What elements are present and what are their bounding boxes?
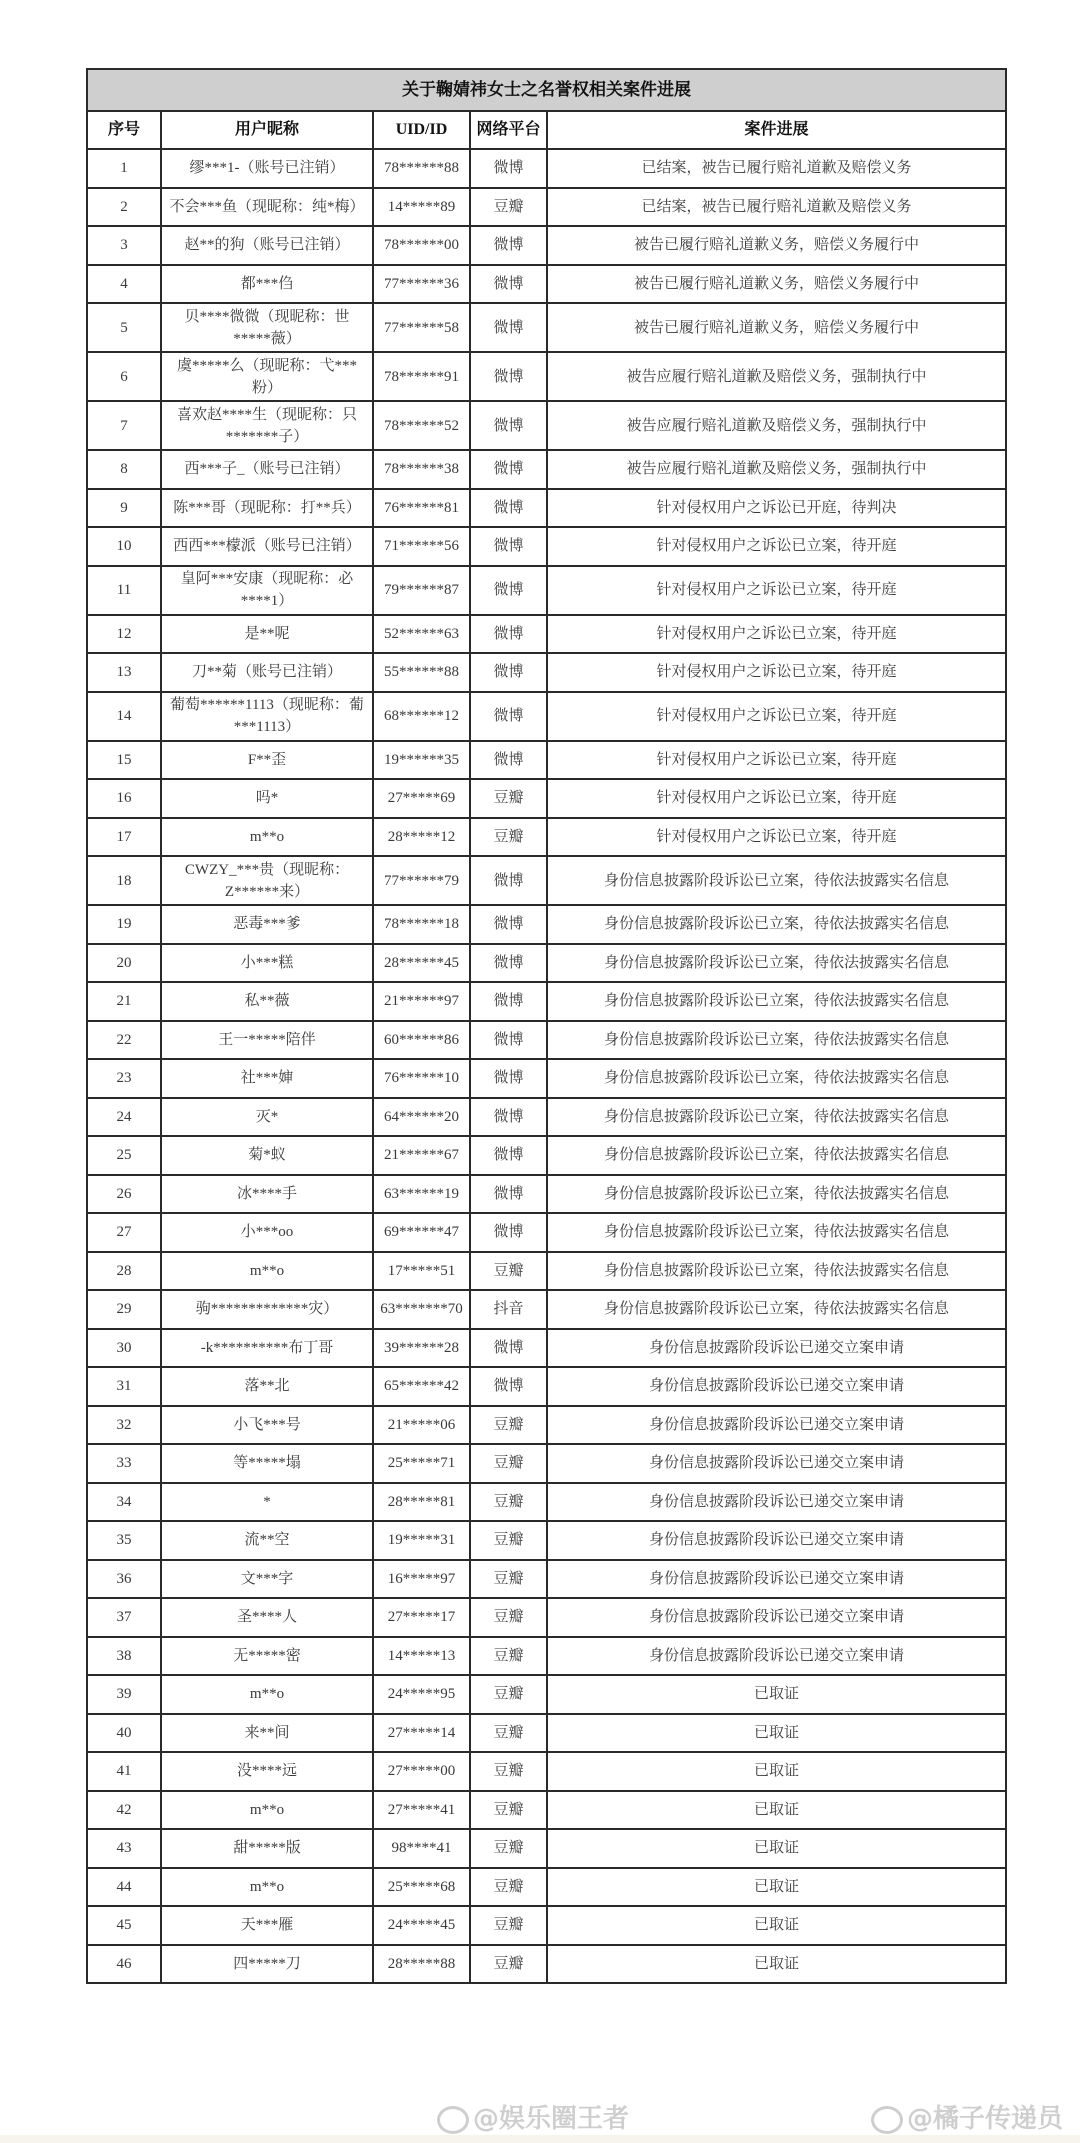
cell-platform: 微博	[470, 944, 547, 983]
cell-uid: 78******88	[373, 149, 470, 188]
cell-uid: 27*****14	[373, 1714, 470, 1753]
cell-uid: 78******00	[373, 226, 470, 265]
table-row	[87, 1329, 1006, 1368]
cell-uid: 76******81	[373, 489, 470, 528]
cell-no: 3	[87, 226, 161, 265]
header-row	[87, 111, 1006, 149]
cell-nickname: 小***糕	[161, 944, 373, 983]
cell-nickname: 圣****人	[161, 1598, 373, 1637]
cell-platform: 豆瓣	[470, 1444, 547, 1483]
cell-uid: 71******56	[373, 527, 470, 566]
cell-no: 37	[87, 1598, 161, 1637]
cell-nickname: 社***婶	[161, 1059, 373, 1098]
cell-platform: 豆瓣	[470, 188, 547, 227]
cell-status: 已取证	[547, 1791, 1006, 1830]
cell-nickname: 赵**的狗（账号已注销）	[161, 226, 373, 265]
table-row	[87, 401, 1006, 450]
cell-status: 身份信息披露阶段诉讼已递交立案申请	[547, 1406, 1006, 1445]
table-row	[87, 1444, 1006, 1483]
cell-no: 35	[87, 1521, 161, 1560]
cell-no: 24	[87, 1098, 161, 1137]
cell-no: 22	[87, 1021, 161, 1060]
cell-status: 被告应履行赔礼道歉及赔偿义务，强制执行中	[547, 450, 1006, 489]
cell-platform: 豆瓣	[470, 1406, 547, 1445]
table-title: 关于鞠婧祎女士之名誉权相关案件进展	[87, 69, 1006, 111]
cell-uid: 25*****68	[373, 1868, 470, 1907]
cell-no: 12	[87, 615, 161, 654]
cell-nickname: 来**间	[161, 1714, 373, 1753]
cell-no: 41	[87, 1752, 161, 1791]
watermark-left	[437, 2098, 629, 2135]
cell-uid: 19******35	[373, 741, 470, 780]
cell-nickname: 缪***1-（账号已注销）	[161, 149, 373, 188]
cell-status: 身份信息披露阶段诉讼已递交立案申请	[547, 1560, 1006, 1599]
cell-status: 已取证	[547, 1714, 1006, 1753]
cell-status: 身份信息披露阶段诉讼已递交立案申请	[547, 1367, 1006, 1406]
cell-no: 31	[87, 1367, 161, 1406]
cell-nickname: m**o	[161, 1675, 373, 1714]
cell-nickname: 小飞***号	[161, 1406, 373, 1445]
cell-status: 针对侵权用户之诉讼已开庭，待判决	[547, 489, 1006, 528]
cell-uid: 19*****31	[373, 1521, 470, 1560]
cell-no: 15	[87, 741, 161, 780]
cell-no: 2	[87, 188, 161, 227]
cell-no: 14	[87, 692, 161, 741]
header-no: 序号	[87, 111, 161, 149]
cell-platform: 豆瓣	[470, 779, 547, 818]
cell-status: 已结案，被告已履行赔礼道歉及赔偿义务	[547, 188, 1006, 227]
cell-no: 10	[87, 527, 161, 566]
cell-status: 已取证	[547, 1675, 1006, 1714]
cell-status: 身份信息披露阶段诉讼已递交立案申请	[547, 1483, 1006, 1522]
cell-nickname: 驹*************灾）	[161, 1290, 373, 1329]
cell-status: 身份信息披露阶段诉讼已立案，待依法披露实名信息	[547, 1098, 1006, 1137]
cell-no: 19	[87, 905, 161, 944]
cell-status: 身份信息披露阶段诉讼已立案，待依法披露实名信息	[547, 1021, 1006, 1060]
cell-nickname: 冰****手	[161, 1175, 373, 1214]
cell-uid: 14*****13	[373, 1637, 470, 1676]
cell-platform: 微博	[470, 982, 547, 1021]
cell-uid: 77******36	[373, 265, 470, 304]
cell-no: 17	[87, 818, 161, 857]
cell-nickname: m**o	[161, 1791, 373, 1830]
cell-uid: 78******18	[373, 905, 470, 944]
cell-no: 34	[87, 1483, 161, 1522]
cell-uid: 65******42	[373, 1367, 470, 1406]
table-row	[87, 982, 1006, 1021]
cell-nickname: 刀**菊（账号已注销）	[161, 653, 373, 692]
cell-nickname: 没****远	[161, 1752, 373, 1791]
cell-status: 身份信息披露阶段诉讼已立案，待依法披露实名信息	[547, 1290, 1006, 1329]
cell-status: 针对侵权用户之诉讼已立案，待开庭	[547, 692, 1006, 741]
table-row	[87, 1598, 1006, 1637]
cell-status: 针对侵权用户之诉讼已立案，待开庭	[547, 741, 1006, 780]
cell-platform: 微博	[470, 1136, 547, 1175]
table-row	[87, 692, 1006, 741]
cell-no: 23	[87, 1059, 161, 1098]
table-row	[87, 149, 1006, 188]
cell-status: 身份信息披露阶段诉讼已立案，待依法披露实名信息	[547, 1136, 1006, 1175]
cell-nickname: 是**呢	[161, 615, 373, 654]
table-row	[87, 615, 1006, 654]
cell-nickname: 皇阿***安康（现昵称：必****1）	[161, 566, 373, 615]
cell-platform: 微博	[470, 615, 547, 654]
cell-nickname: *	[161, 1483, 373, 1522]
cell-platform: 微博	[470, 303, 547, 352]
cell-uid: 25*****71	[373, 1444, 470, 1483]
cell-nickname: 天***雁	[161, 1906, 373, 1945]
table-row	[87, 450, 1006, 489]
cell-no: 26	[87, 1175, 161, 1214]
cell-no: 42	[87, 1791, 161, 1830]
table-row	[87, 1521, 1006, 1560]
cell-platform: 微博	[470, 1098, 547, 1137]
header-uid: UID/ID	[373, 111, 470, 149]
cell-status: 身份信息披露阶段诉讼已递交立案申请	[547, 1598, 1006, 1637]
cell-uid: 28*****81	[373, 1483, 470, 1522]
table-row	[87, 1290, 1006, 1329]
table-row	[87, 1059, 1006, 1098]
table-row	[87, 1714, 1006, 1753]
cell-platform: 微博	[470, 692, 547, 741]
cell-no: 28	[87, 1252, 161, 1291]
header-status: 案件进展	[547, 111, 1006, 149]
cell-nickname: m**o	[161, 1252, 373, 1291]
cell-platform: 豆瓣	[470, 1483, 547, 1522]
cell-no: 46	[87, 1945, 161, 1984]
cell-nickname: 私**薇	[161, 982, 373, 1021]
watermark-text: @娱乐圈王者	[473, 2104, 630, 2134]
cell-uid: 21******67	[373, 1136, 470, 1175]
cell-platform: 微博	[470, 741, 547, 780]
cell-no: 44	[87, 1868, 161, 1907]
cell-status: 被告已履行赔礼道歉义务，赔偿义务履行中	[547, 226, 1006, 265]
cell-status: 身份信息披露阶段诉讼已递交立案申请	[547, 1521, 1006, 1560]
table-row	[87, 1752, 1006, 1791]
table-row	[87, 303, 1006, 352]
table-row	[87, 1252, 1006, 1291]
cell-status: 被告已履行赔礼道歉义务，赔偿义务履行中	[547, 303, 1006, 352]
cell-platform: 抖音	[470, 1290, 547, 1329]
cell-platform: 微博	[470, 401, 547, 450]
cell-platform: 豆瓣	[470, 1637, 547, 1676]
cell-no: 25	[87, 1136, 161, 1175]
cell-uid: 76******10	[373, 1059, 470, 1098]
cell-no: 9	[87, 489, 161, 528]
cell-platform: 微博	[470, 1059, 547, 1098]
cell-no: 11	[87, 566, 161, 615]
cell-no: 4	[87, 265, 161, 304]
cell-nickname: CWZY_***贵（现昵称：Z******来）	[161, 856, 373, 905]
cell-nickname: 等*****塌	[161, 1444, 373, 1483]
watermark-text: @橘子传递员	[907, 2104, 1064, 2134]
table-row	[87, 1829, 1006, 1868]
cell-nickname: 小***oo	[161, 1213, 373, 1252]
cell-platform: 微博	[470, 1329, 547, 1368]
cell-platform: 微博	[470, 489, 547, 528]
cell-nickname: 西西***檬派（账号已注销）	[161, 527, 373, 566]
cell-uid: 77******58	[373, 303, 470, 352]
table-row	[87, 352, 1006, 401]
cell-platform: 微博	[470, 856, 547, 905]
table-row	[87, 818, 1006, 857]
table-row	[87, 1560, 1006, 1599]
cell-platform: 豆瓣	[470, 1906, 547, 1945]
cell-uid: 17*****51	[373, 1252, 470, 1291]
cell-status: 身份信息披露阶段诉讼已立案，待依法披露实名信息	[547, 1213, 1006, 1252]
cell-status: 针对侵权用户之诉讼已立案，待开庭	[547, 566, 1006, 615]
cell-uid: 21*****06	[373, 1406, 470, 1445]
cell-status: 针对侵权用户之诉讼已立案，待开庭	[547, 527, 1006, 566]
cell-nickname: 文***字	[161, 1560, 373, 1599]
cell-uid: 98****41	[373, 1829, 470, 1868]
table-row	[87, 1406, 1006, 1445]
cell-no: 30	[87, 1329, 161, 1368]
cell-no: 38	[87, 1637, 161, 1676]
cell-platform: 豆瓣	[470, 1598, 547, 1637]
cell-nickname: 贝****微微（现昵称：世*****薇）	[161, 303, 373, 352]
cell-platform: 微博	[470, 352, 547, 401]
cell-platform: 豆瓣	[470, 818, 547, 857]
cell-platform: 微博	[470, 1213, 547, 1252]
cell-nickname: 王一*****陪伴	[161, 1021, 373, 1060]
cell-status: 身份信息披露阶段诉讼已立案，待依法披露实名信息	[547, 944, 1006, 983]
cell-status: 被告应履行赔礼道歉及赔偿义务，强制执行中	[547, 352, 1006, 401]
table-row	[87, 265, 1006, 304]
cell-uid: 78******91	[373, 352, 470, 401]
table-row	[87, 1637, 1006, 1676]
cell-nickname: 都***㑇	[161, 265, 373, 304]
table-body	[87, 149, 1006, 1983]
cell-platform: 微博	[470, 566, 547, 615]
table-row	[87, 1868, 1006, 1907]
cell-no: 39	[87, 1675, 161, 1714]
cell-status: 身份信息披露阶段诉讼已立案，待依法披露实名信息	[547, 1059, 1006, 1098]
cell-platform: 豆瓣	[470, 1868, 547, 1907]
cell-no: 45	[87, 1906, 161, 1945]
header-platform: 网络平台	[470, 111, 547, 149]
cell-uid: 27*****17	[373, 1598, 470, 1637]
cell-no: 8	[87, 450, 161, 489]
cell-no: 33	[87, 1444, 161, 1483]
cell-status: 身份信息披露阶段诉讼已立案，待依法披露实名信息	[547, 1175, 1006, 1214]
cell-uid: 27*****69	[373, 779, 470, 818]
cell-platform: 豆瓣	[470, 1714, 547, 1753]
cell-nickname: 陈***哥（现昵称：打**兵）	[161, 489, 373, 528]
cell-status: 已取证	[547, 1906, 1006, 1945]
cell-status: 身份信息披露阶段诉讼已递交立案申请	[547, 1637, 1006, 1676]
cell-status: 已取证	[547, 1829, 1006, 1868]
cell-status: 身份信息披露阶段诉讼已递交立案申请	[547, 1444, 1006, 1483]
cell-uid: 64******20	[373, 1098, 470, 1137]
cell-no: 7	[87, 401, 161, 450]
cell-uid: 68******12	[373, 692, 470, 741]
cell-status: 身份信息披露阶段诉讼已立案，待依法披露实名信息	[547, 905, 1006, 944]
cell-no: 18	[87, 856, 161, 905]
cell-status: 针对侵权用户之诉讼已立案，待开庭	[547, 653, 1006, 692]
cell-no: 13	[87, 653, 161, 692]
cell-platform: 微博	[470, 1175, 547, 1214]
cell-uid: 14*****89	[373, 188, 470, 227]
cell-uid: 79******87	[373, 566, 470, 615]
cell-uid: 63******19	[373, 1175, 470, 1214]
cell-platform: 微博	[470, 265, 547, 304]
cell-nickname: 喜欢赵****生（现昵称：只*******子）	[161, 401, 373, 450]
cell-nickname: 四*****刀	[161, 1945, 373, 1984]
watermark-right	[871, 2098, 1063, 2135]
cell-no: 5	[87, 303, 161, 352]
table-row	[87, 489, 1006, 528]
cell-nickname: 葡萄******1113（现昵称：葡***1113）	[161, 692, 373, 741]
cell-nickname: m**o	[161, 818, 373, 857]
cell-platform: 微博	[470, 527, 547, 566]
cell-uid: 28*****88	[373, 1945, 470, 1984]
cell-no: 6	[87, 352, 161, 401]
table-row	[87, 1483, 1006, 1522]
weibo-logo-icon	[871, 2106, 903, 2134]
bottom-strip	[0, 2135, 1080, 2143]
cell-uid: 77******79	[373, 856, 470, 905]
cell-platform: 微博	[470, 450, 547, 489]
cell-platform: 微博	[470, 905, 547, 944]
cell-platform: 豆瓣	[470, 1675, 547, 1714]
cell-platform: 微博	[470, 226, 547, 265]
table-row	[87, 944, 1006, 983]
header-nickname: 用户昵称	[161, 111, 373, 149]
cell-nickname: 吗*	[161, 779, 373, 818]
cell-uid: 52******63	[373, 615, 470, 654]
cell-uid: 69******47	[373, 1213, 470, 1252]
cell-status: 针对侵权用户之诉讼已立案，待开庭	[547, 615, 1006, 654]
cell-platform: 豆瓣	[470, 1252, 547, 1291]
cell-no: 20	[87, 944, 161, 983]
cell-platform: 豆瓣	[470, 1752, 547, 1791]
cell-nickname: 落**北	[161, 1367, 373, 1406]
cell-status: 已取证	[547, 1752, 1006, 1791]
table-row	[87, 1021, 1006, 1060]
cell-no: 29	[87, 1290, 161, 1329]
cell-nickname: 西***子_（账号已注销）	[161, 450, 373, 489]
cell-status: 被告应履行赔礼道歉及赔偿义务，强制执行中	[547, 401, 1006, 450]
cell-nickname: m**o	[161, 1868, 373, 1907]
table-row	[87, 566, 1006, 615]
cell-nickname: 灭*	[161, 1098, 373, 1137]
cell-status: 身份信息披露阶段诉讼已递交立案申请	[547, 1329, 1006, 1368]
cell-uid: 27*****41	[373, 1791, 470, 1830]
cell-platform: 微博	[470, 653, 547, 692]
cell-status: 已结案，被告已履行赔礼道歉及赔偿义务	[547, 149, 1006, 188]
cell-status: 针对侵权用户之诉讼已立案，待开庭	[547, 818, 1006, 857]
cell-status: 身份信息披露阶段诉讼已立案，待依法披露实名信息	[547, 982, 1006, 1021]
cell-no: 40	[87, 1714, 161, 1753]
cell-nickname: -k**********布丁哥	[161, 1329, 373, 1368]
cell-no: 27	[87, 1213, 161, 1252]
cell-platform: 豆瓣	[470, 1829, 547, 1868]
cell-platform: 豆瓣	[470, 1945, 547, 1984]
table-row	[87, 188, 1006, 227]
cell-platform: 豆瓣	[470, 1791, 547, 1830]
cell-no: 16	[87, 779, 161, 818]
table-row	[87, 741, 1006, 780]
cell-uid: 28******45	[373, 944, 470, 983]
cell-uid: 21******97	[373, 982, 470, 1021]
cell-status: 已取证	[547, 1945, 1006, 1984]
cell-nickname: 流**空	[161, 1521, 373, 1560]
case-progress-table	[86, 68, 1007, 1984]
cell-nickname: 恶毒***爹	[161, 905, 373, 944]
cell-nickname: 虞*****么（现昵称：弋***粉）	[161, 352, 373, 401]
cell-status: 被告已履行赔礼道歉义务，赔偿义务履行中	[547, 265, 1006, 304]
cell-status: 身份信息披露阶段诉讼已立案，待依法披露实名信息	[547, 1252, 1006, 1291]
cell-platform: 豆瓣	[470, 1560, 547, 1599]
cell-nickname: 无*****密	[161, 1637, 373, 1676]
cell-platform: 微博	[470, 149, 547, 188]
table-row	[87, 1906, 1006, 1945]
title-row	[87, 69, 1006, 111]
cell-uid: 16*****97	[373, 1560, 470, 1599]
cell-status: 已取证	[547, 1868, 1006, 1907]
table-row	[87, 1675, 1006, 1714]
table-row	[87, 653, 1006, 692]
weibo-logo-icon	[437, 2106, 469, 2134]
cell-uid: 60******86	[373, 1021, 470, 1060]
cell-status: 针对侵权用户之诉讼已立案，待开庭	[547, 779, 1006, 818]
cell-nickname: 甜*****版	[161, 1829, 373, 1868]
cell-uid: 63*******70	[373, 1290, 470, 1329]
table-row	[87, 779, 1006, 818]
table-row	[87, 1367, 1006, 1406]
cell-platform: 微博	[470, 1367, 547, 1406]
table-row	[87, 527, 1006, 566]
cell-no: 21	[87, 982, 161, 1021]
table-row	[87, 905, 1006, 944]
cell-status: 身份信息披露阶段诉讼已立案，待依法披露实名信息	[547, 856, 1006, 905]
table-row	[87, 1098, 1006, 1137]
cell-uid: 24*****95	[373, 1675, 470, 1714]
cell-platform: 微博	[470, 1021, 547, 1060]
cell-uid: 28*****12	[373, 818, 470, 857]
table-row	[87, 1175, 1006, 1214]
cell-no: 1	[87, 149, 161, 188]
table-row	[87, 1136, 1006, 1175]
cell-uid: 55******88	[373, 653, 470, 692]
cell-platform: 豆瓣	[470, 1521, 547, 1560]
table-row	[87, 1213, 1006, 1252]
cell-uid: 39******28	[373, 1329, 470, 1368]
cell-no: 32	[87, 1406, 161, 1445]
cell-nickname: F**歪	[161, 741, 373, 780]
cell-no: 36	[87, 1560, 161, 1599]
cell-nickname: 菊*蚁	[161, 1136, 373, 1175]
cell-uid: 27*****00	[373, 1752, 470, 1791]
cell-uid: 78******38	[373, 450, 470, 489]
cell-uid: 78******52	[373, 401, 470, 450]
table-row	[87, 1945, 1006, 1984]
cell-no: 43	[87, 1829, 161, 1868]
cell-uid: 24*****45	[373, 1906, 470, 1945]
table-row	[87, 856, 1006, 905]
table-row	[87, 226, 1006, 265]
table-row	[87, 1791, 1006, 1830]
cell-nickname: 不会***鱼（现昵称：纯*梅）	[161, 188, 373, 227]
